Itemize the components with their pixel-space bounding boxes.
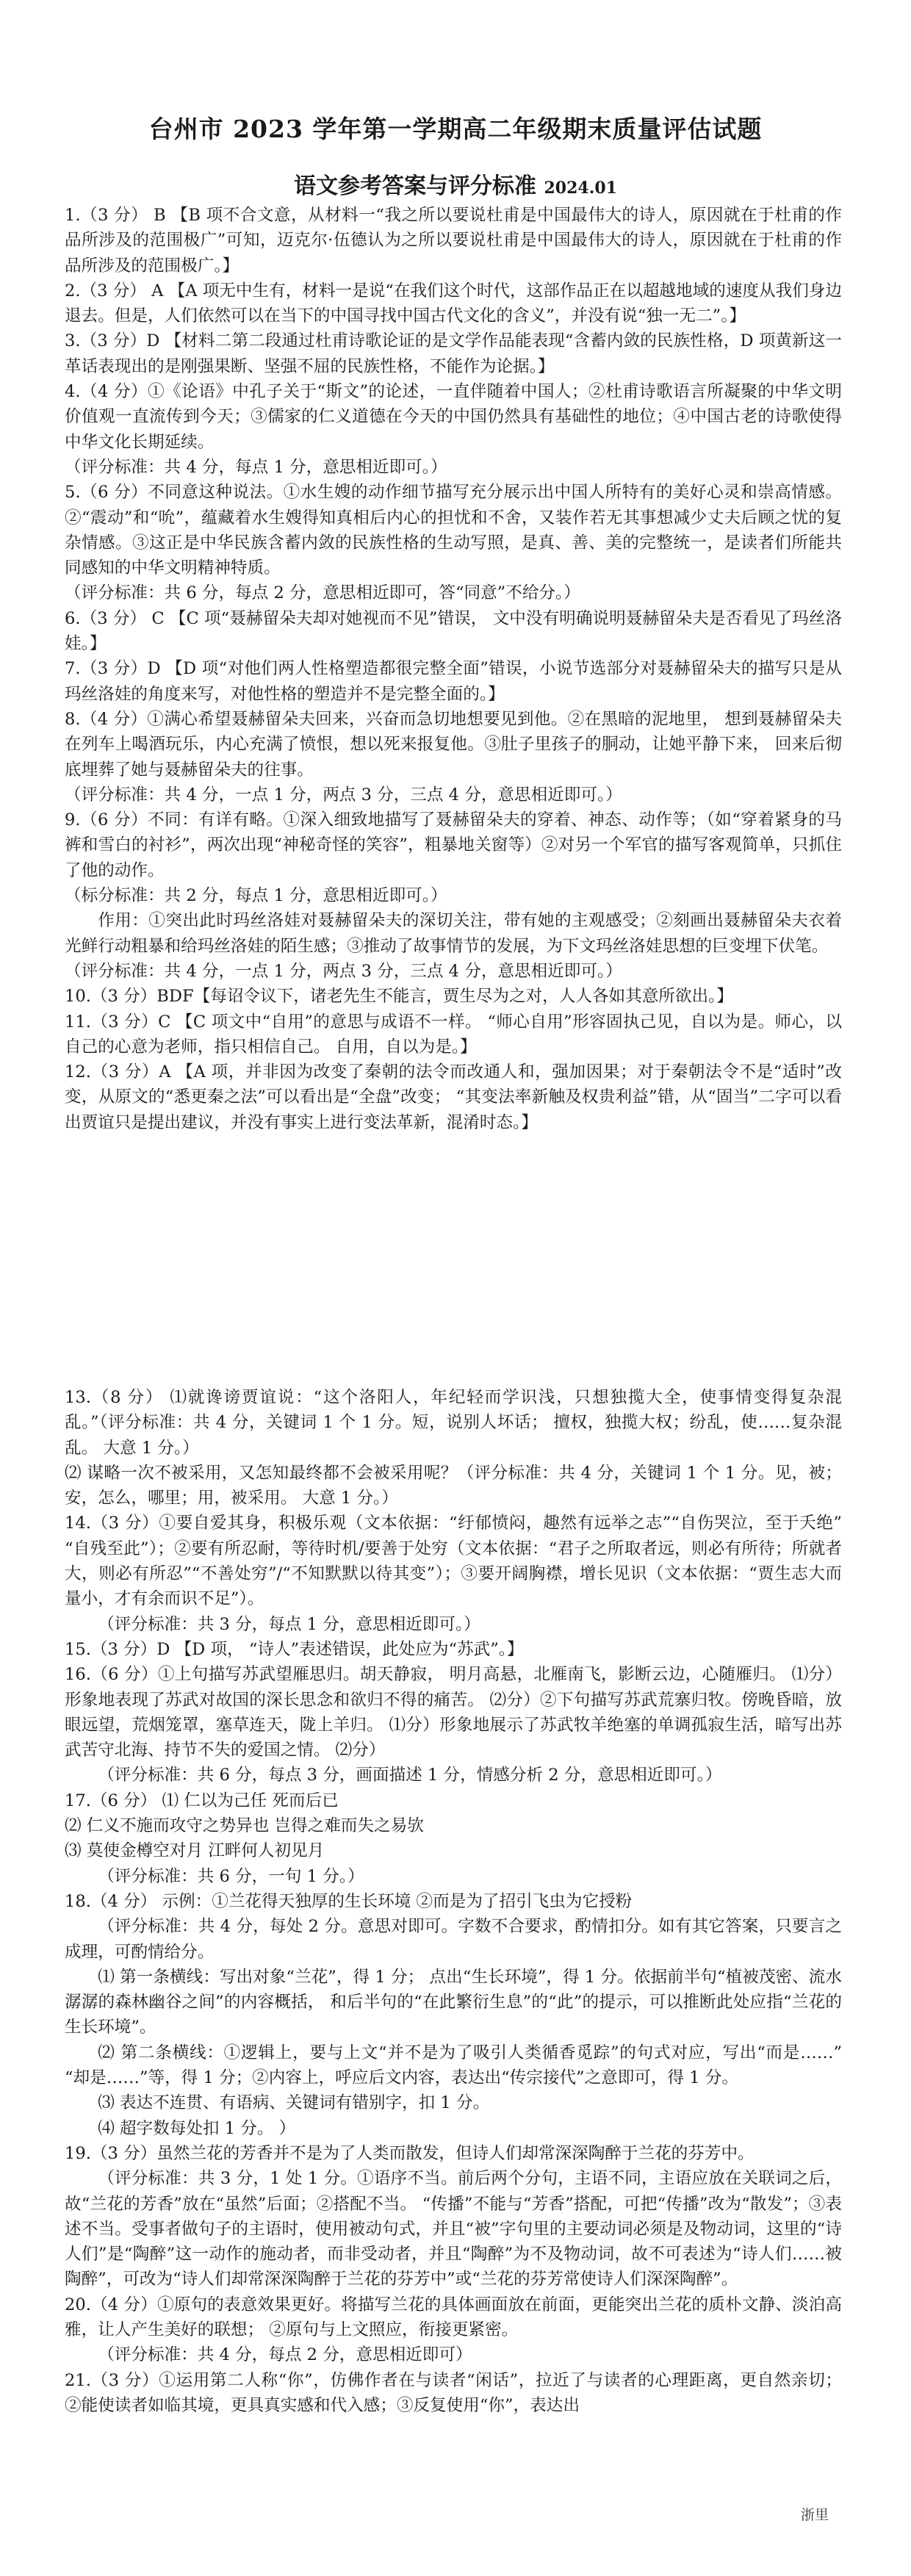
answer-18: 18.（4 分） 示例：①兰花得天独厚的生长环境 ②而是为了招引飞虫为它授粉 xyxy=(65,1891,633,1911)
answer-6: 6.（3 分） C 【C 项“聂赫留朵夫却对她视而不见”错误， 文中没有明确说明聂赫留朵夫是否看见了玛丝洛娃。】 xyxy=(65,608,842,654)
answer-14: 14.（3 分）①要自爱其身，积极乐观（文本依据：“纡郁愤闷，趣然有远举之志”“自伤哭泣，至于夭绝” “自残至此”）；②要有所忍耐，等待时机/要善于处穷（文本依据：“君子之所取者远，则必有所待；所就者大，则必有所忍”“不善处穷”/“不知默默以待其变”）；③要开阔胸襟，增长见识（文本依据：“贾生志大而量小，才有余而识不足”）。 xyxy=(65,1514,848,1609)
answer-8: 8.（4 分）①满心希望聂赫留朵夫回来，兴奋而急切地想要见到他。②在黑暗的泥地里， 想到聂赫留朵夫在列车上喝酒玩乐，内心充满了愤恨，想以死来报复他。③肚子里孩子的胴动，让她平静下来， 回来后彻底埋葬了她与聂赫留朵夫的往事。 xyxy=(65,709,842,780)
answer-key-subtitle xyxy=(0,168,911,200)
answers-part-1 xyxy=(65,203,842,1135)
scoring-18-2: ⑵ 第二条横线：①逻辑上，要与上文“并不是为了吸引人类循香觅踪”的句式对应，写出“而是……” “却是……”等，得 1 分；②内容上，呼应后文内容，表达出“传宗接代”之意即可，得 1 分。 xyxy=(65,2043,848,2088)
scoring-4: （评分标准：共 4 分，每点 1 分，意思相近即可。） xyxy=(65,457,447,477)
answer-19: 19.（3 分）虽然兰花的芳香并不是为了人类而散发，但诗人们却常深深陶醉于兰花的芬芳中。 xyxy=(65,2143,755,2163)
answer-10: 10.（3 分）BDF【每诏令议下，诸老先生不能言，贾生尽为之对，人人各如其意所欲出。】 xyxy=(65,987,733,1007)
answer-21: 21.（3 分）①运用第二人称“你”，仿佛作者在与读者“闲话”，拉近了与读者的心理距离，更自然亲切； ②能使读者如临其境，更具真实感和代入感；③反复使用“你”，表达出 xyxy=(65,2370,848,2415)
answer-1: 1.（3 分） B 【B 项不合文意，从材料一“我之所以要说杜甫是中国最伟大的诗人，原因就在于杜甫的作品所涉及的范围极广”可知，迈克尔·伍德认为之所以要说杜甫是中国最伟大的诗人，原因就在于杜甫的作品所涉及的范围极广。】 xyxy=(65,206,842,276)
scoring-8: （评分标准：共 4 分，一点 1 分，两点 3 分，三点 4 分，意思相近即可。） xyxy=(65,785,622,805)
scoring-9a: （标分标准：共 2 分，每点 1 分，意思相近即可。） xyxy=(65,886,447,906)
scoring-14: （评分标准：共 3 分，每点 1 分，意思相近即可。） xyxy=(98,1614,480,1634)
scoring-18-4: ⑷ 超字数每处扣 1 分。 ） xyxy=(98,2118,296,2138)
answer-13-1: 13.（8 分） ⑴就谗谤贾谊说：“这个洛阳人，年纪轻而学识浅，只想独揽大全，使事情变得复杂混乱。”（评分标准：共 4 分，关键词 1 个 1 分。短，说别人坏话； 擅权，独揽大权；纷乱，使……复杂混乱。 大意 1 分。） xyxy=(65,1388,842,1458)
answer-12: 12.（3 分）A 【A 项，并非因为改变了秦朝的法令而改通人和，强加因果；对于秦朝法令不是“适时”改变，从原文的“悉更秦之法”可以看出是“全盘”改变； “其变法率新触及权贵利益”错，从“固当”二字可以看出贾谊只是提出建议，并没有事实上进行变法革新，混淆时态。】 xyxy=(65,1062,842,1132)
answer-7: 7.（3 分）D 【D 项“对他们两人性格塑造都很完整全面”错误，小说节选部分对聂赫留朵夫的描写只是从玛丝洛娃的角度来写，对他性格的塑造并不是完整全面的。】 xyxy=(65,659,842,704)
answer-17-3: ⑶ 莫使金樽空对月 江畔何人初见月 xyxy=(65,1841,325,1861)
scoring-16: （评分标准：共 6 分，每点 3 分，画面描述 1 分，情感分析 2 分，意思相近即可。） xyxy=(98,1766,722,1785)
footer-mark: 浙里 xyxy=(800,2507,829,2523)
scoring-5: （评分标准：共 6 分，每点 2 分，意思相近即可，答“同意”不给分。） xyxy=(65,583,580,603)
answer-3: 3.（3 分）D 【材料二第二段通过杜甫诗歌论证的是文学作品能表现“含蓄内敛的民族性格，D 项黄新这一革话表现出的是刚强果断、坚强不屈的民族性格，不能作为论据。】 xyxy=(65,331,842,376)
answer-17-2: ⑵ 仁义不施而攻守之势异也 岂得之难而失之易欤 xyxy=(65,1816,424,1836)
subtitle-text: 语文参考答案与评分标准 xyxy=(294,173,537,199)
answer-11: 11.（3 分）C 【C 项文中“自用”的意思与成语不一样。 “师心自用”形容固执己见，自以为是。师心，以自己的心意为老师，指只相信自己。 自用，自以为是。】 xyxy=(65,1012,842,1057)
answer-13-2: ⑵ 谋略一次不被采用，又怎知最终都不会被采用呢？（评分标准：共 4 分，关键词 1 个 1 分。见，被；安，怎么，哪里；用，被采用。 大意 1 分。） xyxy=(65,1463,842,1508)
scoring-20: （评分标准：共 4 分，每点 2 分，意思相近即可） xyxy=(98,2345,472,2365)
answer-2: 2.（3 分） A 【A 项无中生有，材料一是说“在我们这个时代，这部作品正在以超越地域的速度从我们身边退去。但是，人们依然可以在当下的中国寻找中国古代文化的含义”，并没有说“独一无二”。】 xyxy=(65,281,842,326)
exam-date: 2024.01 xyxy=(544,179,617,198)
answer-4: 4.（4 分）①《论语》中孔子关于“斯文”的论述，一直伴随着中国人；②杜甫诗歌语言所凝聚的中华文明价值观一直流传到今天；③儒家的仁义道德在今天的中国仍然具有基础性的地位；④中国古老的诗歌使得中华文化长期延续。 xyxy=(65,382,842,452)
scoring-17: （评分标准：共 6 分，一句 1 分。） xyxy=(98,1866,364,1886)
answer-17-1: 17.（6 分） ⑴ 仁以为己任 死而后已 xyxy=(65,1791,339,1810)
scoring-18: （评分标准：共 4 分，每处 2 分。意思对即可。字数不合要求，酌情扣分。如有其它答案，只要言之成理，可酌情给分。 xyxy=(65,1917,842,1962)
answer-16: 16.（6 分）①上句描写苏武望雁思归。胡天静寂， 明月高悬，北雁南飞，影断云边，心随雁归。 ⑴分）形象地表现了苏武对故国的深长思念和欲归不得的痛苦。 ⑵分）②下句描写苏武荒寨归牧。傍晚昏暗，放眼远望，荒烟笼罩，塞草连天，陇上羊归。 ⑴分）形象地展示了苏武牧羊绝塞的单调孤寂生活，暗写出苏武苦守北海、持节不失的爱国之情。 ⑵分） xyxy=(65,1665,842,1760)
answer-20: 20.（4 分）①原句的表意效果更好。将描写兰花的具体画面放在前面，更能突出兰花的质朴文静、淡泊高雅，让人产生美好的联想； ②原句与上文照应，衔接更紧密。 xyxy=(65,2295,842,2339)
scoring-18-1: ⑴ 第一条横线：写出对象“兰花”，得 1 分； 点出“生长环境”，得 1 分。依据前半句“植被茂密、流水潺潺的森林幽谷之间”的内容概括， 和后半句的“在此繁衍生息”的“此”的提示，可以推断此处应指“兰花的生长环境”。 xyxy=(65,1967,842,2037)
answers-part-2 xyxy=(65,1385,848,2418)
exam-title: 台州市 2023 学年第一学期高二年级期末质量评估试题 xyxy=(148,115,763,143)
answer-15: 15.（3 分）D 【D 项， “诗人”表述错误，此处应为“苏武”。】 xyxy=(65,1639,524,1659)
scoring-19: （评分标准：共 3 分，1 处 1 分。①语序不当。前后两个分句，主语不同，主语应放在关联词之后，故“兰花的芳香”放在“虽然”后面；②搭配不当。 “传播”不能与“芳香”搭配，可把“传播”改为“散发”；③表述不当。受事者做句子的主语时，使用被动句式，并且“被”字句里的主要动词必须是及物动词，这里的“诗人们”是“陶醉”这一动作的施动者，而非受动者，并且“陶醉”为不及物动词，故不可表述为“诗人们……被陶醉”，可改为“诗人们却常深深陶醉于兰花的芬芳中”或“兰花的芬芳常使诗人们深深陶醉”。 xyxy=(65,2169,842,2289)
answer-9: 9.（6 分）不同：有详有略。①深入细致地描写了聂赫留朵夫的穿着、神态、动作等；（如“穿着紧身的马裤和雪白的衬衫”，两次出现“神秘奇怪的笑容”，粗暴地关窗等）②对另一个军官的描写客观简单，只抓住了他的动作。 xyxy=(65,810,842,880)
answer-5: 5.（6 分）不同意这种说法。①水生嫂的动作细节描写充分展示出中国人所特有的美好心灵和崇高情感。②“震动”和“吮”，蕴藏着水生嫂得知真相后内心的担忧和不舍，又装作若无其事想减少丈夫后顾之忧的复杂情感。③这正是中华民族含蓄内敛的民族性格的生动写照，是真、善、美的完整统一，是读者们所能共同感知的中华文明精神特质。 xyxy=(65,483,842,578)
scoring-9b: （评分标准：共 4 分，一点 1 分，两点 3 分，三点 4 分，意思相近即可。） xyxy=(65,961,622,981)
answer-9-function: 作用：①突出此时玛丝洛娃对聂赫留朵夫的深切关注，带有她的主观感受；②刻画出聂赫留朵夫衣着光鲜行动粗暴和给玛丝洛娃的陌生感；③推动了故事情节的发展，为下文玛丝洛娃思想的巨变埋下伏笔。 xyxy=(65,911,842,956)
scoring-18-3: ⑶ 表达不连贯、有语病、关键词有错别字，扣 1 分。 xyxy=(98,2093,490,2113)
